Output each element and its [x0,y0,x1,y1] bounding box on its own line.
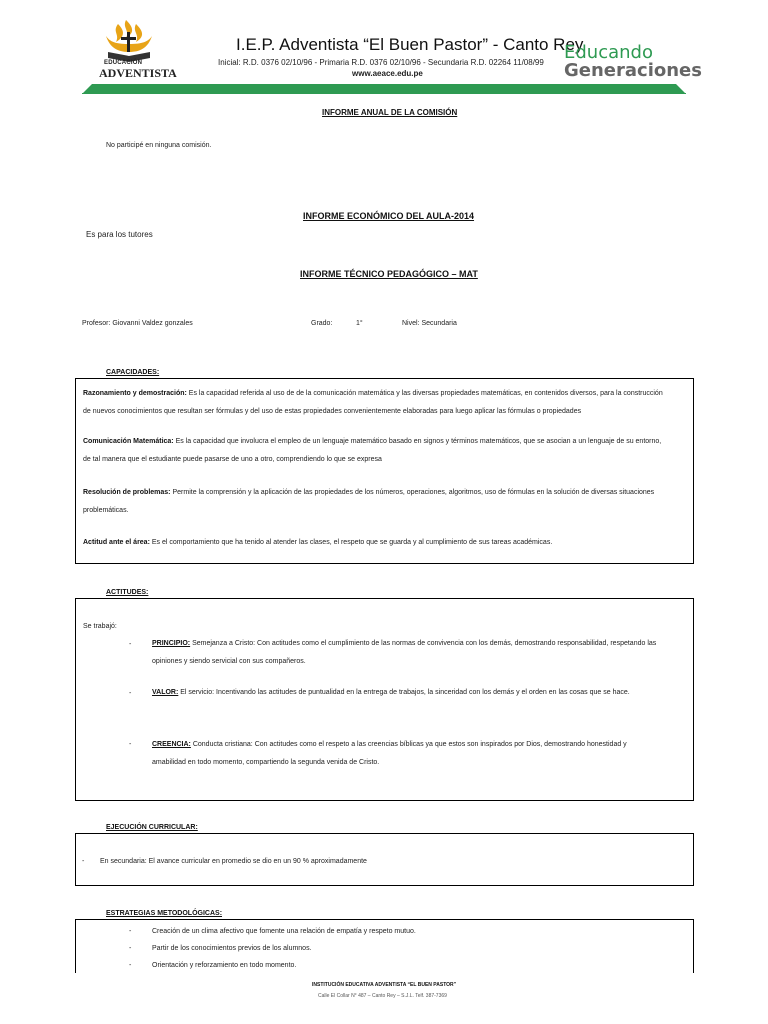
actitud-name: VALOR: [152,689,179,696]
ejecucion-box [75,833,694,886]
estrategia-item: Creación de un clima afectivo que fomente una relación de empatía y respeto mutuo. [152,928,416,935]
bullet-dash: - [129,962,132,969]
comision-text: No participé en ninguna comisión. [106,142,212,149]
school-website: www.aeace.edu.pe [352,69,423,78]
grado-label: Grado: [311,320,333,327]
logo-line2: ADVENTISTA [99,66,177,80]
estrategias-label: ESTRATEGIAS METODOLÓGICAS: [106,910,223,917]
economico-title: INFORME ECONÓMICO DEL AULA-2014 [303,211,475,221]
tecnico-title: INFORME TÉCNICO PEDAGÓGICO – MAT [300,269,478,279]
capacidad-name: Comunicación Matemática: [83,438,174,445]
bullet-dash: - [129,690,132,697]
actitudes-intro: Se trabajó: [83,623,117,630]
bullet-dash: - [129,945,132,952]
bullet-dash: - [129,928,132,935]
nivel: Nivel: Secundaria [402,320,457,327]
ejecucion-text: En secundaria: El avance curricular en promedio se dio en un 90 % aproximadamente [100,858,367,865]
capacidad-name: Razonamiento y demostración: [83,390,187,397]
bullet-dash: - [129,641,132,648]
economico-text: Es para los tutores [86,230,153,239]
logo-line1: EDUCACIÓN [104,60,143,66]
capacidad-resolucion: Resolución de problemas: Permite la comprensión y la aplicación de las propiedades de los números, operaciones, algoritmos, uso de fórmulas en la solución de diversas situaciones problemáticas. [83,489,655,514]
footer-institution: INSTITUCIÓN EDUCATIVA ADVENTISTA “EL BUEN PASTOR” [312,982,457,988]
comision-title: INFORME ANUAL DE LA COMISIÓN [322,108,458,117]
capacidades-label: CAPACIDADES: [106,369,160,376]
footer-address: Calle El Collar N° 487 – Canto Rey – S.J.L. Telf. 387-7369 [318,993,447,999]
capacidad-name: Actitud ante el área: [83,539,150,546]
grado-value: 1° [356,320,363,327]
actitud-creencia: CREENCIA: Conducta cristiana: Con actitudes como el respeto a las creencias bíblicas ya que estos son inspirados por Dios, demostrando honestidad y amabilidad en todo momento, compartiendo la segunda venida de Cristo. [152,741,627,766]
bullet-dash: - [129,741,132,748]
ejecucion-label: EJECUCIÓN CURRICULAR: [106,824,198,831]
capacidad-comunicacion: Comunicación Matemática: Es la capacidad que involucra el empleo de un lenguaje matemático basado en signos y términos matemáticos, que se asocian a un lenguaje de su entorno, de tal manera que el estudiante puede pasarse de uno a otro, comprendiendo lo que se expresa [83,438,662,463]
actitud-name: CREENCIA: [152,741,191,748]
capacidades-box [75,378,694,564]
actitud-name: PRINCIPIO: [152,640,191,647]
estrategias-box [75,919,694,973]
bullet-dash: - [82,858,85,865]
estrategia-item: Partir de los conocimientos previos de los alumnos. [152,945,312,952]
brand-line2: Generaciones [564,60,702,81]
actitudes-box [75,598,694,801]
capacidad-name: Resolución de problemas: [83,489,171,496]
profesor-name: Profesor: Giovanni Valdez gonzales [82,320,193,327]
capacidad-razonamiento: Razonamiento y demostración: Es la capacidad referida al uso de de la comunicación matemática y las diversas propiedades matemáticas, en contenidos diversos, para la construcción de nuevos conocimientos que resultan ser fórmulas y del uso de estas propiedades convenientemente elaboradas para luego aplicar las fórmulas o propiedades [83,390,663,415]
brand-line1: Educando [564,42,653,63]
school-name: I.E.P. Adventista “El Buen Pastor” - Canto Rey [236,35,584,54]
capacidad-actitud: Actitud ante el área: Es el comportamiento que ha tenido al atender las clases, el respeto que se guarda y al cumplimiento de sus tareas académicas. [83,539,553,546]
actitud-principio: PRINCIPIO: Semejanza a Cristo: Con actitudes como el cumplimiento de las normas de convivencia con los demás, demostrando responsabilidad, respetando las opiniones y siendo servicial con sus compañeros. [152,640,657,665]
actitud-valor: VALOR: El servicio: Incentivando las actitudes de puntualidad en la entrega de trabajos, la sinceridad con los demás y el orden en las cosas que se hace. [152,689,630,696]
actitudes-label: ACTITUDES: [106,589,149,596]
school-resolutions: Inicial: R.D. 0376 02/10/96 - Primaria R.D. 0376 02/10/96 - Secundaria R.D. 02264 11/08/99 [218,58,544,67]
estrategia-item: Orientación y reforzamiento en todo momento. [152,962,297,969]
